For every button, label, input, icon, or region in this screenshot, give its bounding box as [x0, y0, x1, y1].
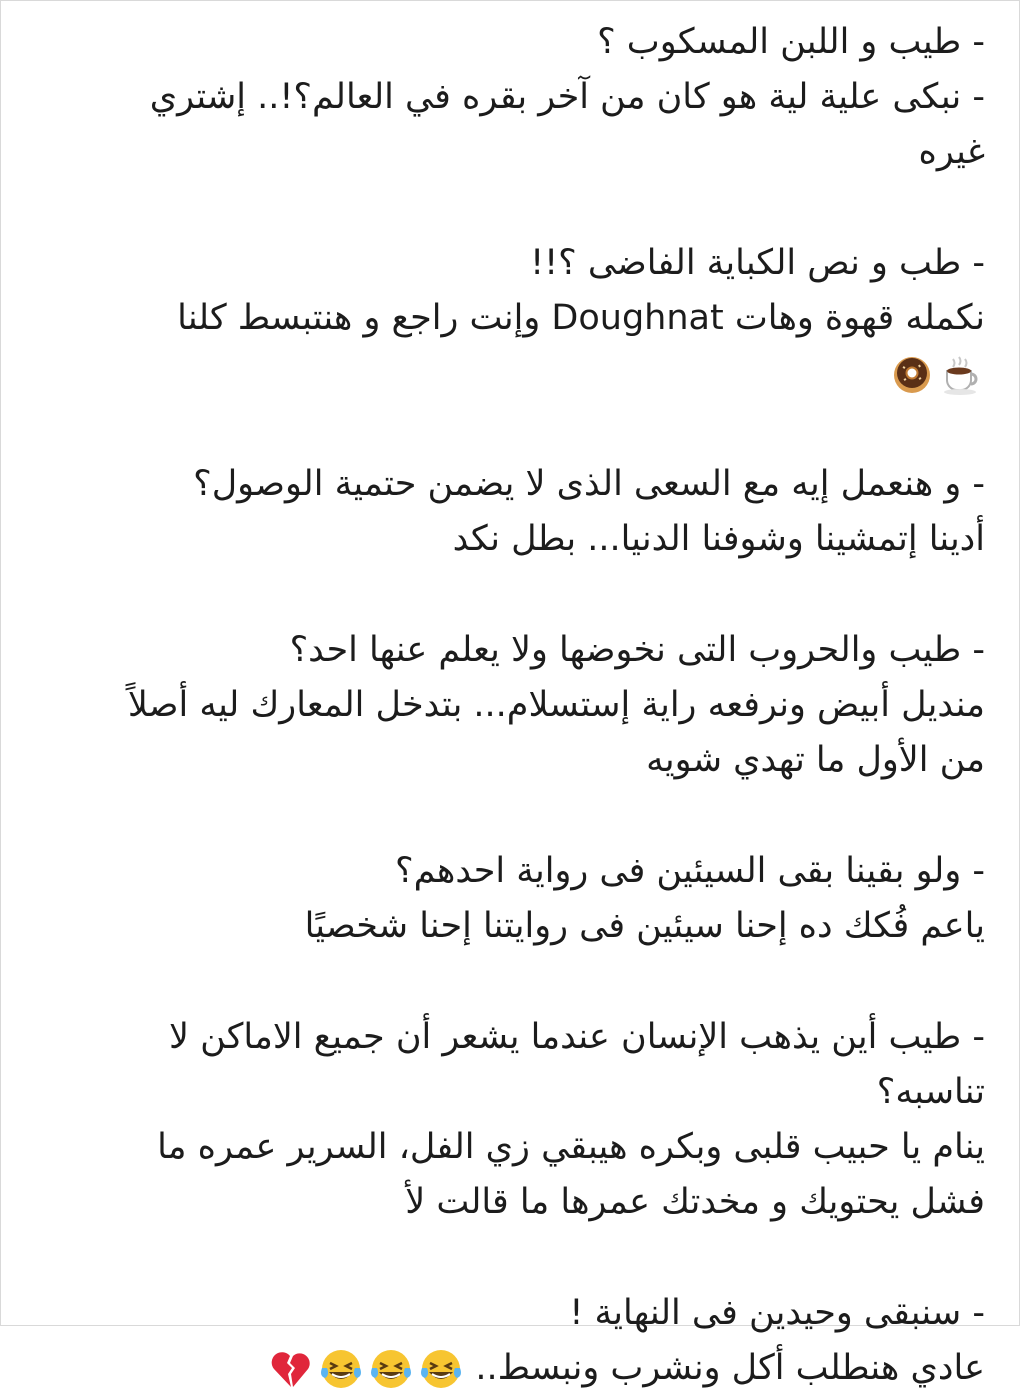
qa-block-2 [79, 236, 985, 401]
answer-text: أدينا إتمشينا وشوفنا الدنيا... بطل نكد [452, 519, 985, 559]
answer-text: ينام يا حبيب قلبى وبكره هيبقي زي الفل، السرير عمره ما فشل يحتويك و مخدتك عمرها ما قالت لأ [157, 1127, 985, 1222]
question-text: - سنبقى وحيدين فى النهاية ! [569, 1293, 985, 1333]
qa-block-1 [79, 15, 985, 180]
laughing-tears-icon [368, 1346, 414, 1392]
question-text: - ولو بقينا بقى السيئين فى رواية احدهم؟ [395, 851, 985, 891]
qa-block-5 [79, 844, 985, 954]
answer-text: منديل أبيض ونرفعه راية إستسلام... بتدخل المعارك ليه أصلاً من الأول ما تهدي شويه [127, 685, 985, 780]
qa-block-7 [79, 1286, 985, 1396]
question-text: - طب و نص الكباية الفاضى ؟!! [530, 243, 985, 283]
qa-block-6 [79, 1010, 985, 1230]
question-text: - طيب أين يذهب الإنسان عندما يشعر أن جميع الاماكن لا تناسبه؟ [169, 1017, 985, 1112]
answer-text: نكمله قهوة وهات Doughnat وإنت راجع و هنتبسط كلنا [177, 298, 985, 338]
answer-text: ياعم فُكك ده إحنا سيئين فى روايتنا إحنا شخصيًا [304, 906, 985, 946]
qa-block-4 [79, 623, 985, 788]
coffee-icon [939, 351, 985, 397]
laughing-tears-icon [318, 1346, 364, 1392]
doughnut-icon [889, 351, 935, 397]
post-text [79, 15, 985, 1396]
emoji-row [79, 346, 985, 401]
answer-text: - نبكى علية لية هو كان من آخر بقره في العالم؟!.. إشتري غيره [149, 77, 985, 172]
question-text: - طيب والحروب التى نخوضها ولا يعلم عنها احد؟ [289, 630, 985, 670]
laughing-tears-icon [418, 1346, 464, 1392]
broken-heart-icon [268, 1346, 314, 1392]
question-text: - طيب و اللبن المسكوب ؟ [597, 22, 985, 62]
question-text: - و هنعمل إيه مع السعى الذى لا يضمن حتمية الوصول؟ [193, 464, 985, 504]
answer-text: عادي هنطلب أكل ونشرب ونبسط.. [475, 1348, 985, 1388]
qa-block-3 [79, 457, 985, 567]
answer-line [79, 1341, 985, 1396]
